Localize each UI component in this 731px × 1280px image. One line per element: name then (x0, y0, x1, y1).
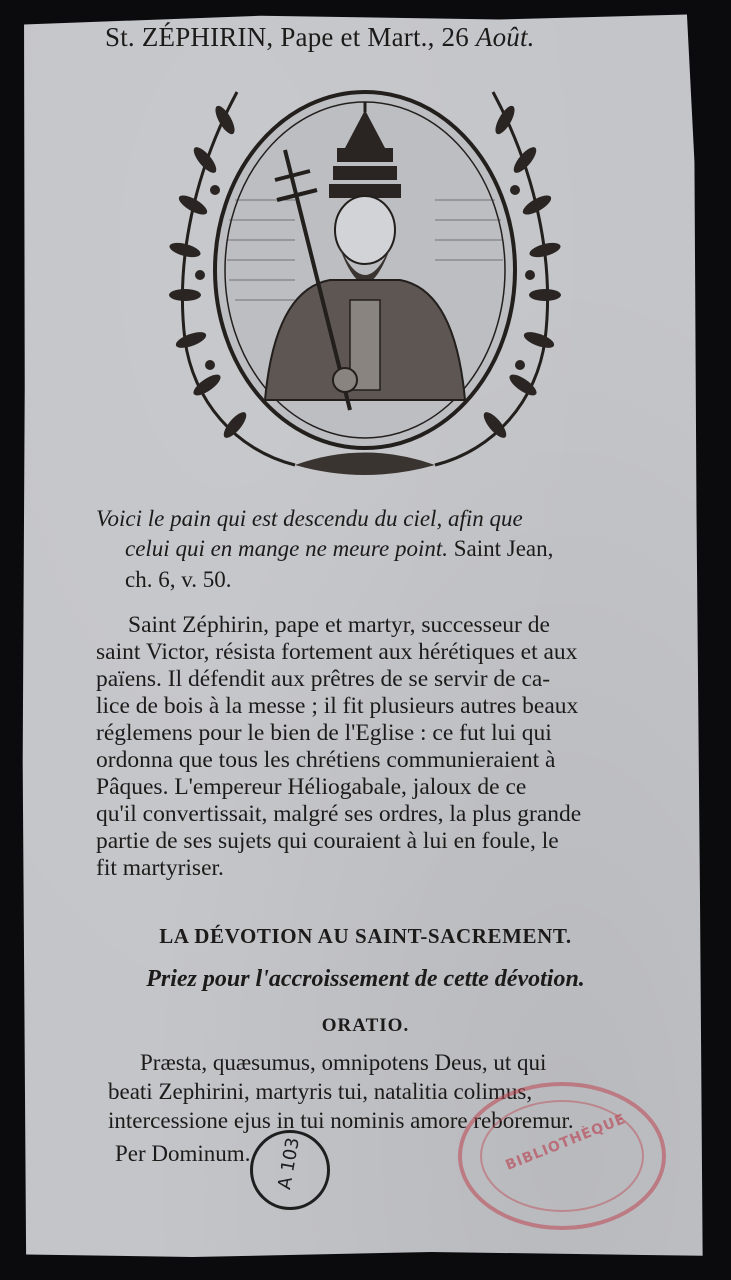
devotion-heading: LA DÉVOTION AU SAINT-SACREMENT. (159, 924, 572, 948)
quote-line-3: ch. 6, v. 50. (125, 567, 232, 592)
prayer-line: beati Zephirini, martyris tui, natalitia colimus, (108, 1079, 533, 1104)
quote-line-1: Voici le pain qui est descendu du ciel, afin que (96, 506, 523, 531)
pope-engraving-image (165, 80, 565, 490)
library-stamp-text: BIBLIOTHÈQUE (503, 1111, 629, 1174)
saint-name: St. ZÉPHIRIN (105, 22, 267, 52)
body-line: ordonna que tous les chrétiens communieraient à (96, 747, 556, 773)
quote-italic: celui qui en mange ne meure point. (125, 536, 448, 561)
prayer-line: Præsta, quæsumus, omnipotens Deus, ut qui (140, 1050, 547, 1075)
header-line (105, 22, 535, 53)
header-month: Août. (475, 22, 535, 52)
body-line: saint Victor, résista fortement aux hérétiques et aux (96, 639, 578, 665)
body-line: partie de ses sujets qui couraient à lui en foule, le (96, 828, 559, 854)
catalog-stamp-black (250, 1130, 330, 1210)
header-title: , Pape et Mart., 26 (266, 22, 469, 52)
prayer-line: intercessione ejus in tui nominis amore reboremur. (108, 1108, 574, 1133)
body-line: Pâques. L'empereur Héliogabale, jaloux de ce (96, 774, 527, 800)
devotion-subheading: Priez pour l'accroissement de cette dévotion. (146, 966, 585, 992)
quote-reference: Saint Jean, (447, 536, 554, 561)
body-line: fit martyriser. (96, 855, 224, 881)
prayer-line: Per Dominum. (115, 1141, 251, 1166)
oratio-title: ORATIO. (321, 1015, 410, 1036)
catalog-stamp-text: A 103 (274, 1135, 304, 1192)
body-line: réglemens pour le bien de l'Eglise : ce fut lui qui (96, 720, 552, 746)
quote-line-2 (125, 536, 553, 562)
body-line: Saint Zéphirin, pape et martyr, successeur de (128, 612, 550, 638)
body-line: lice de bois à la messe ; il fit plusieurs autres beaux (96, 693, 579, 719)
body-line: païens. Il défendit aux prêtres de se servir de ca- (96, 666, 551, 692)
library-stamp-red (458, 1082, 666, 1230)
body-line: qu'il convertissait, malgré ses ordres, la plus grande (96, 801, 582, 827)
